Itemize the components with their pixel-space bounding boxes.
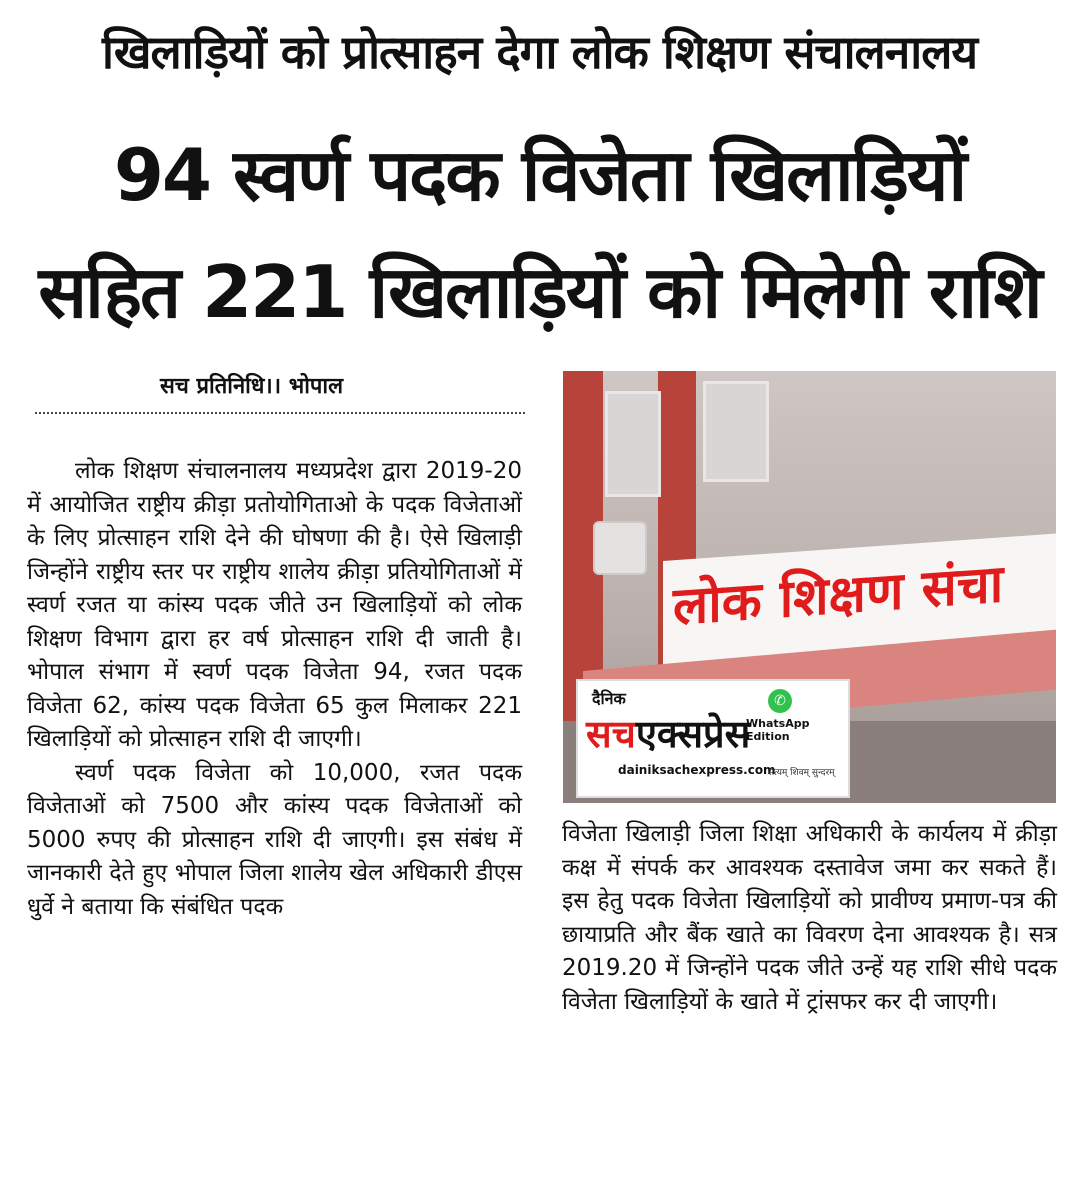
- logo-dainik: दैनिक: [592, 689, 626, 708]
- logo-tagline: सत्यम् शिवम् सुन्दरम्: [768, 768, 835, 778]
- headline-line-1: 94 स्वर्ण पदक विजेता खिलाड़ियों: [113, 133, 966, 217]
- article-column-right: [562, 818, 1057, 1019]
- kicker-headline: खिलाड़ियों को प्रोत्साहन देगा लोक शिक्षण संचालनालय: [101, 25, 978, 79]
- paragraph: स्वर्ण पदक विजेता को 10,000, रजत पदक विजेताओं को 7500 और कांस्य पदक विजेताओं को 5000 रुपए की प्रोत्साहन राशि दी जाएगी। इस संबंध में जानकारी देते हुए भोपाल जिला शालेय खेल अधिकारी डीएस धुर्वे ने बताया कि संबंधित पदक: [27, 759, 522, 920]
- byline: सच प्रतिनिधि।। भोपाल: [160, 374, 344, 399]
- logo-whatsapp-edition: WhatsApp Edition: [746, 717, 810, 743]
- headline-line-2: सहित 221 खिलाड़ियों को मिलेगी राशि: [38, 250, 1041, 334]
- news-photo: [563, 371, 1056, 803]
- article-column-left: [27, 455, 522, 924]
- photo-window: [605, 391, 661, 497]
- byline-divider: [35, 412, 525, 414]
- logo-wordmark: [586, 711, 750, 757]
- signboard-text: लोक शिक्षण संचा: [673, 554, 1004, 638]
- newspaper-logo: [576, 679, 850, 798]
- paragraph: लोक शिक्षण संचालनालय मध्यप्रदेश द्वारा 2019-20 में आयोजित राष्ट्रीय क्रीड़ा प्रतोयोगिताओ के पदक विजेताओं के लिए प्रोत्साहन राशि देने की घोषणा की है। ऐसे खिलाड़ी जिन्होंने राष्ट्रीय स्तर पर राष्ट्रीय शालेय क्रीड़ा प्रतियोगिताओं में स्वर्ण रजत या कांस्य पदक जीते उन खिलाड़ियों को लोक शिक्षण विभाग द्वारा हर वर्ष प्रोत्साहन राशि दी जाती है। भोपाल संभाग में स्वर्ण पदक विजेता 94, रजत पदक विजेता 62, कांस्य पदक विजेता 65 कुल मिलाकर 221 खिलाड़ियों को प्रोत्साहन राशि दी जाएगी।: [27, 458, 522, 752]
- paragraph: विजेता खिलाड़ी जिला शिक्षा अधिकारी के कार्यलय में क्रीड़ा कक्ष में संपर्क कर आवश्यक दस्तावेज जमा कर सकते हैं। इस हेतु पदक विजेता खिलाड़ियों को प्रावीण्य प्रमाण-पत्र की छायाप्रति और बैंक खाते का विवरण देना आवश्यक है। सत्र 2019.20 में जिन्होंने पदक जीते उन्हें यह राशि सीधे पदक विजेता खिलाड़ियों के खाते में ट्रांसफर कर दी जाएगी।: [562, 821, 1057, 1015]
- logo-name-red: सच: [586, 712, 636, 756]
- logo-name-black: एक्सप्रेस: [635, 712, 751, 756]
- whatsapp-icon: ✆: [768, 689, 792, 713]
- air-conditioner: [593, 521, 647, 575]
- logo-url: dainiksachexpress.com: [618, 763, 776, 777]
- photo-window: [703, 381, 769, 482]
